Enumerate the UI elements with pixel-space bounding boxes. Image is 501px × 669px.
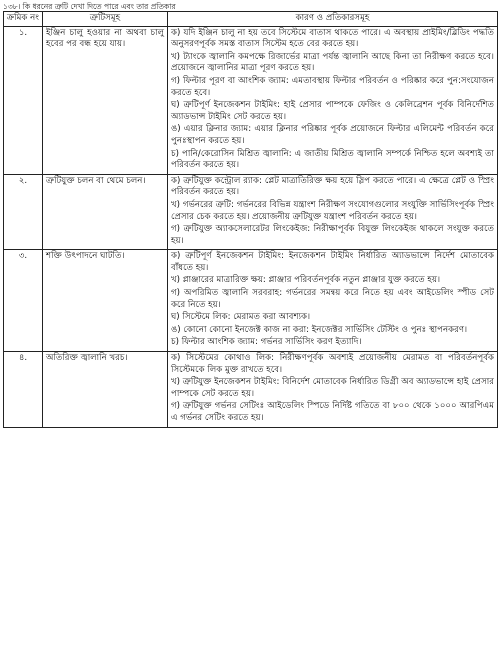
row-fault: শক্তি উৎপাদনে ঘাটতি। (43, 250, 168, 352)
cause-item: খ) প্লাঞ্জারের মাত্রারিক্ত ক্ষয়: প্লাঞ্জার পরিবর্তনপূর্বক নতুন প্লাঞ্জার যুক্ত করতে হয়। (171, 275, 441, 286)
row-causes (168, 26, 498, 174)
cause-item: গ) ত্রুটিযুক্ত গর্ভনর সেটিংঃ আইডেলিং স্পিডে নির্দিষ্ট গতিতে বা ৮০০ থেকে ১০০০ আরপিএম এ গর্ভনর সেটিং করতে হয়। (171, 401, 494, 423)
row-serial: ২. (4, 174, 43, 250)
cause-item: ক) সিস্টেমের কোথাও লিক: নিরীক্ষণপূর্বক অবশ্যই প্রয়োজনীয় মেরামত বা পরিবর্তনপূর্বক সিস্টেমকে লিক মুক্ত রাখতে হবে। (171, 353, 494, 375)
header-serial: ক্রমিক নং (4, 12, 43, 27)
cause-item: গ) ফিল্টার পূরণ বা আংশিক জ্যাম: এমতাবস্থায় ফিল্টার পরিবর্তন ও পরিষ্কার করে পুন:সংযোজন করতে হবে। (171, 75, 494, 98)
table-row (4, 352, 498, 428)
cause-item: খ) ট্যাংকে জ্বালানি কমপক্ষে রিজার্ভের মাত্রা পর্যন্ত জ্বালানি আছে কিনা তা নিরীক্ষণ করতে হবে। প্রয়োজনে জ্বালানির মাত্রা পূরণ করতে হয়। (171, 51, 494, 74)
row-fault: অতিরিক্ত জ্বালানি খরচ। (43, 352, 168, 428)
troubleshooting-table (3, 11, 498, 428)
row-causes (168, 352, 498, 428)
header-faults: ত্রুটিসমূহ (43, 12, 168, 27)
row-serial: ৪. (4, 352, 43, 428)
cause-item: গ) ত্রুটিযুক্ত অ্যাকসেলারেটর লিংকেইজ: নিরীক্ষাপূর্বক বিযুক্ত লিংকেইজ থাকলে সংযুক্ত করতে হয়। (171, 224, 494, 246)
cause-item: ক) ত্রুটিপূর্ণ ইনজেকশন টাইমিং: ইনজেকশন টাইমিং নির্ধারিত অ্যাডভান্সে নির্দেশ মোতাবেক বাঁধতে হয়। (171, 251, 494, 273)
cause-item: ঘ) ত্রুটিপূর্ণ ইনজেকশন টাইমিং: হাই প্রেসার পাম্পকে ফেজিং ও কেলিব্রেশন পূর্বক বিনির্দেশিত অ্যাডভান্স টাইমিং সেট করতে হয়। (171, 100, 494, 122)
row-causes (168, 174, 498, 250)
table-row (4, 26, 498, 174)
row-causes (168, 250, 498, 352)
table-row (4, 174, 498, 250)
header-causes: কারণ ও প্রতিকারসমূহ (168, 12, 498, 27)
cropped-top-text: ১৩৮। কি ধরনের ত্রুটি দেখা দিতে পারে এবং তার প্রতিকার (3, 2, 176, 11)
row-serial: ১. (4, 26, 43, 174)
cause-item: ঘ) সিস্টেমে লিক: মেরামত করা আবশ্যক। (171, 312, 311, 323)
cause-item: গ) অপরিমিত জ্বালানি সরবরাহ: গর্ভনরের সমন্বয় করে নিতে হয় এবং আইডেলিং স্পীড সেট করে নিতে হয়। (171, 288, 494, 310)
cause-item: ক) যদি ইঞ্জিন চালু না হয় তবে সিস্টেমে বাতাস থাকতে পারে। এ অবস্থায় প্রাইমিং/ব্লিডিং পদ্ধতি অনুসরণপূর্বক সমস্ত বাতাস সিস্টেম হতে বের করতে হয়। (171, 27, 494, 50)
table-header-row (4, 12, 498, 27)
cause-item: ঙ) কোনো কোনো ইনজেক্ট কাজ না করা: ইনজেক্টর সার্ভিসিং টেস্টিং ও পুনঃ স্থাপনকরণ। (171, 324, 468, 335)
cause-item: ঙ) এয়ার ক্লিনার জ্যাম: এয়ার ক্লিনার পরিষ্কার পূর্বক প্রয়োজনে ফিল্টার এলিমেন্ট পরিবর্তন করে পুনঃস্থাপন করতে হয়। (171, 124, 494, 146)
cause-item: খ) গর্ভনরের ত্রুটি: গর্ভনরের বিভিন্ন যন্ত্রাংশ নিরীক্ষণ সংযোগগুলোর সংযুক্তি সার্ভিসিংপূর্বক স্প্রিং প্রেসার চেক করতে হয়। প্রয়োজনীয় ত্রুটিযুক্ত যন্ত্রাংশ পরিবর্তন করতে হয়। (171, 199, 494, 222)
row-serial: ৩. (4, 250, 43, 352)
cause-item: খ) ত্রুটিযুক্ত ইনজেকশন টাইমিং: বিনির্দেশ মোতাবেক নির্ধারিত ডিগ্রী অব অ্যাডভান্সে হাই প্রেসার পাম্পকে সেট করতে হয়। (171, 377, 494, 399)
row-fault: ইঞ্জিন চালু হওয়ার না অথবা চালু হবের পর বন্ধ হয়ে যায়। (43, 26, 168, 174)
table-row (4, 250, 498, 352)
cause-item: ক) ত্রুটিযুক্ত কন্ট্রোল র‍্যাক: প্লেট মাত্রাতিরিক্ত ক্ষয় হয়ে স্লিপ করতে পারে। এ ক্ষেত্রে প্লেট ও স্প্রিং পরিবর্তন করতে হয়। (171, 175, 494, 198)
row-fault: ত্রুটিযুক্ত চলন বা থেমে চলন। (43, 174, 168, 250)
cause-item: চ) ফিল্টার আংশিক জ্যাম: গর্ভনর সার্ভিসিং করণ ইত্যাদি। (171, 337, 362, 348)
cause-item: চ) পানি/কেরোসিন মিশ্রিত জ্বালানি: এ জাতীয় মিশ্রিত জ্বালানি সম্পর্কে নিশ্চিত হলে অবশ্যই তা পরিবর্তন করতে হয়। (171, 148, 494, 171)
